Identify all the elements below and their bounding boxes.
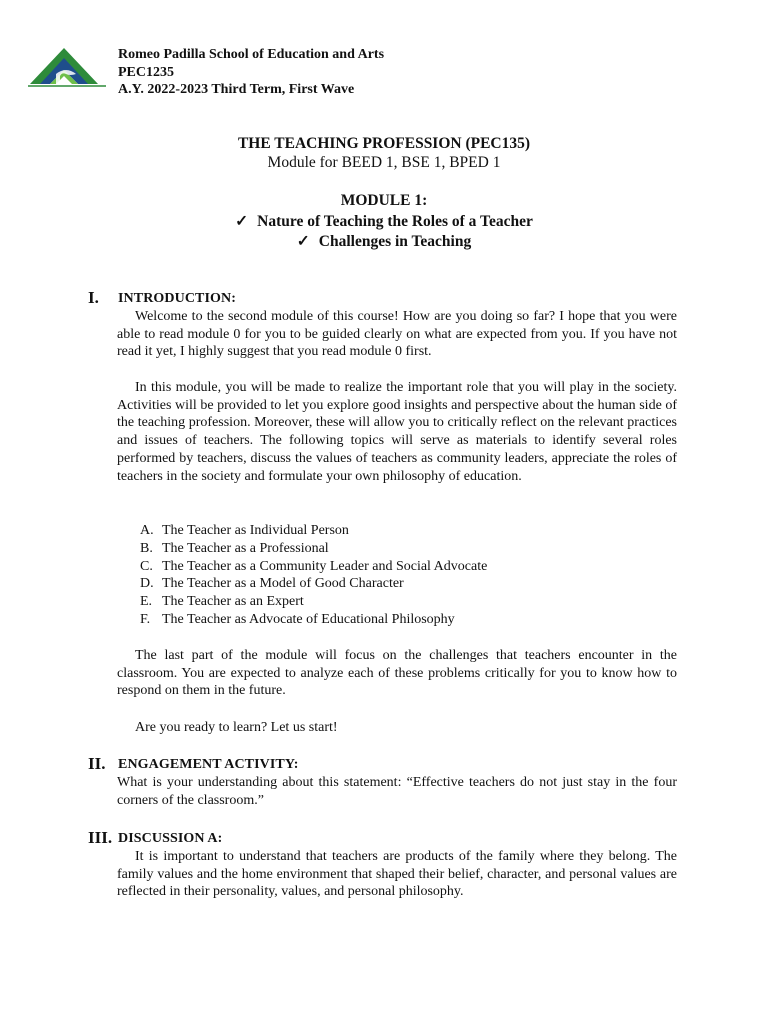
panpacific-university-logo: [26, 44, 108, 110]
module-topic-label: Challenges in Teaching: [318, 233, 472, 250]
document-title: THE TEACHING PROFESSION (PEC135): [237, 135, 531, 152]
intro-paragraph: The last part of the module will focus on the challenges that teachers encounter in the classroom. You are expected to analyze each of these problems critically for you to know how to respond on them in the future.: [117, 648, 677, 699]
section-number: I.: [88, 288, 99, 307]
list-item: F. The Teacher as Advocate of Educational Philosophy: [140, 611, 455, 627]
module-topic: [0, 232, 768, 251]
section-number: II.: [88, 754, 106, 773]
engagement-paragraph: What is your understanding about this statement: “Effective teachers do not just stay in the four corners of the classroom.”: [117, 775, 677, 808]
document-subtitle: Module for BEED 1, BSE 1, BPED 1: [267, 154, 501, 171]
checkmark-icon: ✓: [296, 233, 310, 250]
topic-list: [140, 522, 487, 629]
list-item: B. The Teacher as a Professional: [140, 540, 329, 556]
module-topic: [0, 212, 768, 231]
course-code: PEC1235: [118, 64, 174, 80]
intro-paragraph: Welcome to the second module of this course! How are you doing so far? I hope that you were able to read module 0 for you to be guided clearly on what are expected from you. If you have not read it yet, I highly suggest that you read module 0 first.: [117, 309, 677, 360]
section-title: INTRODUCTION:: [118, 291, 236, 306]
academic-term: A.Y. 2022-2023 Third Term, First Wave: [118, 82, 355, 97]
module-topic-label: Nature of Teaching the Roles of a Teacher: [257, 213, 533, 230]
intro-paragraph: Are you ready to learn? Let us start!: [135, 720, 338, 735]
list-item: D. The Teacher as a Model of Good Character: [140, 576, 404, 592]
checkmark-icon: ✓: [235, 213, 249, 230]
section-title: ENGAGEMENT ACTIVITY:: [118, 757, 299, 772]
module-heading: MODULE 1:: [340, 192, 428, 209]
header-block: [118, 46, 384, 99]
list-item: C. The Teacher as a Community Leader and Social Advocate: [140, 558, 488, 574]
school-name: Romeo Padilla School of Education and Arts: [118, 47, 385, 62]
list-item: E. The Teacher as an Expert: [140, 594, 304, 610]
section-number: III.: [88, 828, 113, 847]
section-title: DISCUSSION A:: [118, 831, 223, 846]
list-item: A. The Teacher as Individual Person: [140, 523, 349, 538]
intro-paragraph: In this module, you will be made to realize the important role that you will play in the society. Activities will be provided to let you explore good insights and perspective about the human side of the teaching profession. Moreover, these will allow you to critically reflect on the relevant practices and issues of teachers. The following topics will serve as materials to identify several roles performed by teachers, discuss the values of teachers as community leaders, appreciate the roles of teachers in the society and formulate your own philosophy of education.: [117, 380, 677, 484]
discussion-paragraph: It is important to understand that teachers are products of the family where they belong. The family values and the home environment that shaped their belief, character, and personal values are reflected in their personality, values, and personal philosophy.: [117, 849, 677, 900]
